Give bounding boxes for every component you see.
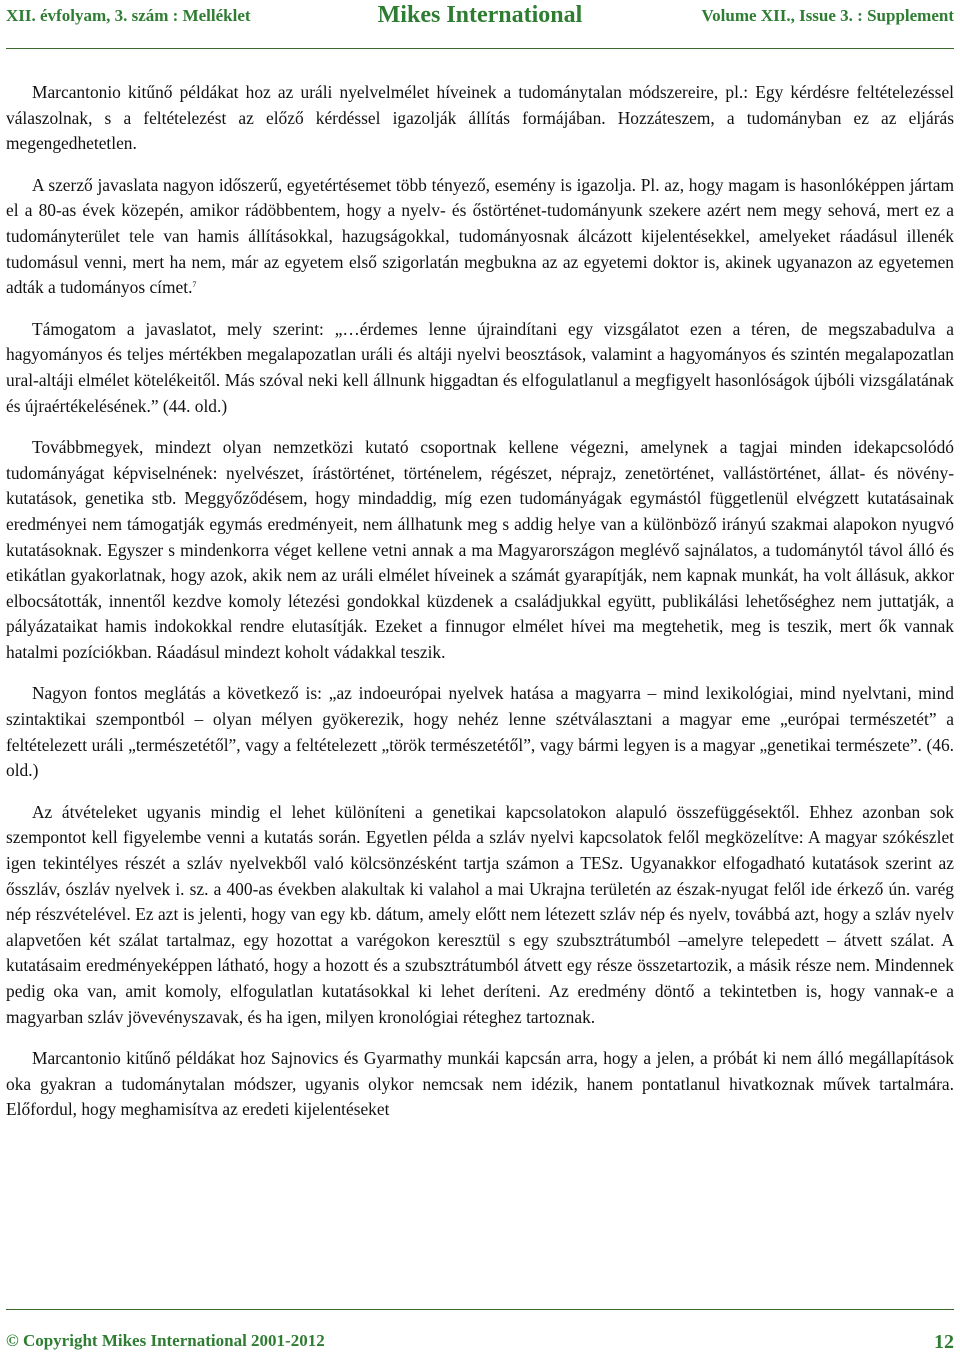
- paragraph-text: A szerző javaslata nagyon időszerű, egyetértésemet több tényező, esemény is igazolja. Pl. az, hogy magam is hasonlóképpen jártam el a 80-as évek közepén, amikor rádöbbentem, hogy a nyelv- és őstörténet-tudományunk szekere azért nem megy sehová, mert ez a tudományterület tele van hamis állításokkal, hazugságokkal, tudományosnak álcázott kijelentésekkel, amelyeket ráadásul illenék tudomásul venni, mert ha nem, már az egyetem első szigorlatán megbukna az az egyetemi doktor is, akinek ugyanazon az egyetemen adták a tudományos címet.: [6, 174, 954, 298]
- header-divider: [6, 48, 954, 49]
- footer-divider: [6, 1309, 954, 1310]
- paragraph: Továbbmegyek, mindezt olyan nemzetközi kutató csoportnak kellene végezni, amelynek a tagjai minden idekapcsolódó tudományágat képviselnének: nyelvészet, írástörténet, történelem, régészet, néprajz, zenetörténet, vallástörténet, állat- és növény-kutatások, genetika stb. Meggyőződésem, hogy mindaddig, míg ezen tudományágak egymástól függetlenül elvégzett kutatásainak eredményei nem támogatják egymás eredményeit, nem állhatunk meg s addig helye van a különböző irányú szakmai alapokon nyugvó kutatásoknak. Egyszer s mindenkorra véget kellene vetni annak a ma Magyarországon meglévő sajnálatos, a tudománytól távol álló és etikátlan gyakorlatnak, hogy azok, akik nem az uráli elmélet híveinek a számát gyarapítják, nem kapnak munkát, ha volt állásuk, akkor elbocsátották, innentől kezdve komoly létezési gondokkal küzdenek a családjukkal együtt, publikálási lehetőséghez nem juttatják, a pályázataikat hamis indokokkal rendre elutasítják. Ezeket a finnugor elmélet hívei ma megtehetik, meg is teszik, mert ők vannak hatalmi pozíciókban. Ráadásul mindezt koholt vádakkal teszik.: [6, 437, 954, 662]
- paragraph: Az átvételeket ugyanis mindig el lehet különíteni a genetikai kapcsolatokon alapuló összefüggésektől. Ehhez azonban sok szempontot kell figyelembe venni a kutatás során. Egyetlen példa a szláv nyelvi kapcsolatok felől megközelítve: A magyar szókészlet igen tekintélyes részét a szláv nyelvekből való kölcsönzésként tartja számon a TESz. Ugyanakkor elfogadható kutatások szerint az ősszláv, ószláv nyelvek i. sz. a 400-as években alakultak ki valahol a mai Ukrajna területén az észak-nyugat felől ide érkező ún. varég nép részvételével. Ez azt is jelenti, hogy van egy kb. dátum, amely előtt nem létezett szláv nép és nyelv, továbbá azt, hogy a szláv nyelv alapvetően két szálat tartalmaz, egy hozottat a varégokon keresztül s egy szubsztrátumból –amelyre telepedett – átvett szálat. A kutatásaim eredményeképpen látható, hogy a hozott és a szubsztrátumból átvett egy része összetartozik, a másik része nem. Mindennek pedig oka van, amit komoly, elfogulatlan kutatásokkal ki lehet deríteni. Az eredmény döntő a tekintetben is, hogy vannak-e a magyarban szláv jövevényszavak, és ha igen, milyen kronológiai réteghez tartoznak.: [6, 801, 954, 1027]
- header-volume-en: Volume XII., Issue 3. : Supplement: [701, 6, 954, 25]
- copyright-notice: © Copyright Mikes International 2001-2012: [6, 1331, 325, 1350]
- paragraph: [6, 173, 954, 301]
- header-publication-title: Mikes International: [377, 2, 583, 28]
- article-body: [6, 80, 954, 1139]
- header-volume-hu: XII. évfolyam, 3. szám : Melléklet: [6, 6, 251, 25]
- page-number: 12: [934, 1331, 954, 1353]
- page-footer: [6, 1331, 954, 1355]
- paragraph: Marcantonio kitűnő példákat hoz az uráli nyelvelmélet híveinek a tudománytalan módszereire, pl.: Egy kérdésre feltételezéssel válaszolnak, s a feltételezést az előző kérdéssel igazolják állítás formájában. Hozzáteszem, a tudományban ez az eljárás megengedhetetlen.: [6, 82, 954, 154]
- paragraph: Támogatom a javaslatot, mely szerint: „…érdemes lenne újraindítani egy vizsgálatot ezen a téren, de megszabadulva a hagyományos és teljes mértékben megalapozatlan uráli és altáji nyelvi beosztások, valamint a hagyományos és szintén megalapozatlan ural-altáji elmélet kötelékeitől. Más szóval neki kell állnunk higgadtan és elfogulatlanul a megfigyelt hasonlóságok újbóli vizsgálatának és újraértékelésének.” (44. old.): [6, 318, 954, 416]
- footnote-reference[interactable]: 7: [192, 280, 197, 290]
- paragraph: Nagyon fontos meglátás a következő is: „az indoeurópai nyelvek hatása a magyarra – mind lexikológiai, mind nyelvtani, mind szintaktikai szempontból – olyan mélyen gyökerezik, hogy nehéz lenne szétválasztani a magyar eme „európai természetét” a feltételezett uráli „természetétől”, vagy a feltételezett „török természetétől”, vagy bármi legyen is a magyar „genetikai természete”. (46. old.): [6, 683, 954, 781]
- paragraph: Marcantonio kitűnő példákat hoz Sajnovics és Gyarmathy munkái kapcsán arra, hogy a jelen, a próbát ki nem álló megállapítások oka gyakran a tudománytalan módszer, ugyanis olykor nemcsak nem idézik, hanem pontatlanul hivatkoznak művek tartalmára. Előfordul, hogy meghamisítva az eredeti kijelentéseket: [6, 1048, 954, 1120]
- page-header: [6, 4, 954, 34]
